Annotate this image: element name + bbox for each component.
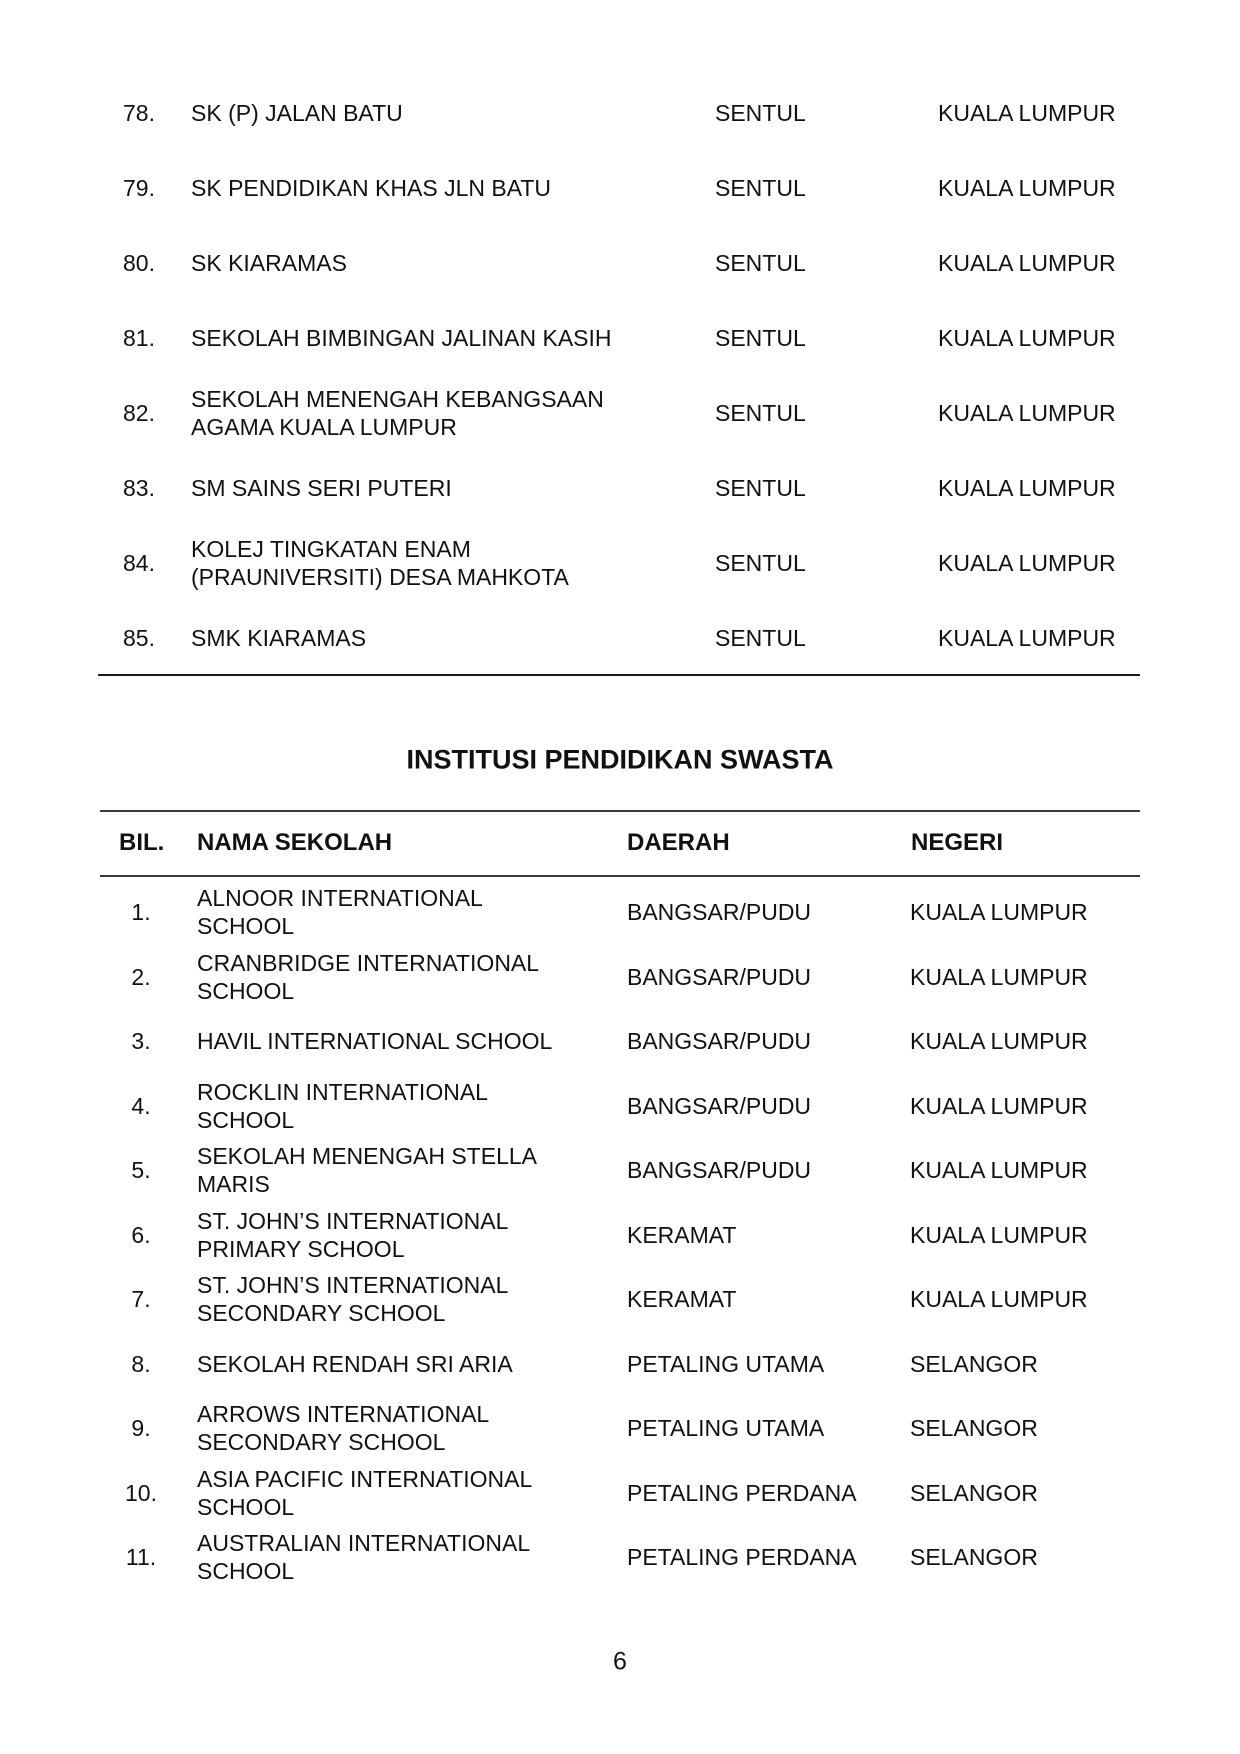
cell-negeri: KUALA LUMPUR [938,325,1116,351]
cell-number: 85. [123,625,155,651]
cell-daerah: BANGSAR/PUDU [627,1092,812,1119]
cell-negeri: KUALA LUMPUR [910,1221,1088,1248]
cell-daerah: SENTUL [715,400,806,426]
cell-daerah: BANGSAR/PUDU [627,1028,812,1054]
cell-number: 79. [123,175,155,201]
page-number: 6 [613,1647,627,1676]
cell-negeri: KUALA LUMPUR [938,550,1116,576]
cell-number: 10. [125,1479,157,1506]
cell-negeri: KUALA LUMPUR [910,1092,1088,1119]
cell-school-name: AUSTRALIAN INTERNATIONAL SCHOOL [197,1530,531,1584]
cell-daerah: SENTUL [715,325,806,351]
cell-negeri: KUALA LUMPUR [910,963,1088,990]
header-bil: BIL. [119,829,165,856]
cell-number: 7. [131,1286,151,1312]
cell-daerah: BANGSAR/PUDU [627,963,812,990]
cell-school-name: SK (P) JALAN BATU [191,100,403,126]
cell-negeri: KUALA LUMPUR [910,1286,1088,1312]
header-nama-sekolah: NAMA SEKOLAH [197,829,393,856]
cell-negeri: KUALA LUMPUR [910,1157,1088,1183]
cell-number: 78. [123,100,155,126]
cell-school-name: SEKOLAH MENENGAH KEBANGSAAN AGAMA KUALA LUMPUR [191,386,604,440]
cell-school-name: SEKOLAH MENENGAH STELLA MARIS [197,1143,537,1197]
cell-daerah: KERAMAT [627,1221,737,1248]
cell-school-name: ASIA PACIFIC INTERNATIONAL SCHOOL [197,1465,533,1520]
table-bottom-rule [98,674,1140,676]
cell-number: 82. [123,400,155,426]
cell-daerah: BANGSAR/PUDU [627,899,812,925]
cell-negeri: SELANGOR [910,1415,1038,1441]
header-top-rule [100,810,1140,812]
cell-daerah: SENTUL [715,175,806,201]
section-title: INSTITUSI PENDIDIKAN SWASTA [406,744,834,775]
cell-school-name: SK PENDIDIKAN KHAS JLN BATU [191,175,551,201]
cell-school-name: ALNOOR INTERNATIONAL SCHOOL [197,885,483,939]
cell-school-name: SEKOLAH RENDAH SRI ARIA [197,1350,513,1377]
cell-daerah: PETALING PERDANA [627,1544,857,1570]
cell-number: 80. [123,250,155,276]
cell-daerah: KERAMAT [627,1286,737,1312]
cell-negeri: KUALA LUMPUR [938,400,1116,426]
cell-number: 83. [123,475,155,501]
cell-negeri: SELANGOR [910,1479,1038,1506]
cell-daerah: BANGSAR/PUDU [627,1157,812,1183]
cell-school-name: SM SAINS SERI PUTERI [191,475,452,501]
cell-daerah: SENTUL [715,625,806,651]
cell-negeri: KUALA LUMPUR [938,475,1116,501]
cell-daerah: SENTUL [715,550,806,576]
cell-school-name: ST. JOHN’S INTERNATIONAL PRIMARY SCHOOL [197,1207,509,1262]
cell-school-name: SK KIARAMAS [191,250,347,276]
cell-daerah: SENTUL [715,100,806,126]
cell-number: 1. [131,899,151,925]
cell-school-name: KOLEJ TINGKATAN ENAM (PRAUNIVERSITI) DESA MAHKOTA [191,536,569,590]
cell-number: 84. [123,550,155,576]
cell-daerah: SENTUL [715,475,806,501]
cell-negeri: SELANGOR [910,1350,1038,1377]
cell-school-name: CRANBRIDGE INTERNATIONAL SCHOOL [197,949,540,1004]
cell-number: 4. [131,1092,151,1119]
cell-number: 5. [131,1157,151,1183]
cell-number: 2. [131,963,151,990]
cell-negeri: KUALA LUMPUR [910,899,1088,925]
cell-number: 11. [125,1544,157,1570]
cell-number: 8. [131,1350,151,1377]
header-bottom-rule [100,875,1140,877]
cell-daerah: SENTUL [715,250,806,276]
cell-school-name: ARROWS INTERNATIONAL SECONDARY SCHOOL [197,1401,490,1455]
cell-daerah: PETALING UTAMA [627,1415,825,1441]
cell-negeri: KUALA LUMPUR [938,250,1116,276]
cell-negeri: SELANGOR [910,1544,1038,1570]
cell-school-name: SMK KIARAMAS [191,625,367,651]
cell-school-name: ST. JOHN’S INTERNATIONAL SECONDARY SCHOOL [197,1272,509,1326]
cell-negeri: KUALA LUMPUR [938,625,1116,651]
cell-negeri: KUALA LUMPUR [938,100,1116,126]
cell-daerah: PETALING PERDANA [627,1479,857,1506]
cell-number: 3. [131,1028,151,1054]
header-daerah: DAERAH [627,829,730,856]
cell-number: 6. [131,1221,151,1248]
cell-school-name: HAVIL INTERNATIONAL SCHOOL [197,1028,553,1054]
cell-negeri: KUALA LUMPUR [910,1028,1088,1054]
cell-number: 81. [123,325,155,351]
cell-negeri: KUALA LUMPUR [938,175,1116,201]
cell-number: 9. [131,1415,151,1441]
header-negeri: NEGERI [911,829,1004,856]
cell-daerah: PETALING UTAMA [627,1350,825,1377]
cell-school-name: ROCKLIN INTERNATIONAL SCHOOL [197,1078,488,1133]
cell-school-name: SEKOLAH BIMBINGAN JALINAN KASIH [191,325,612,351]
